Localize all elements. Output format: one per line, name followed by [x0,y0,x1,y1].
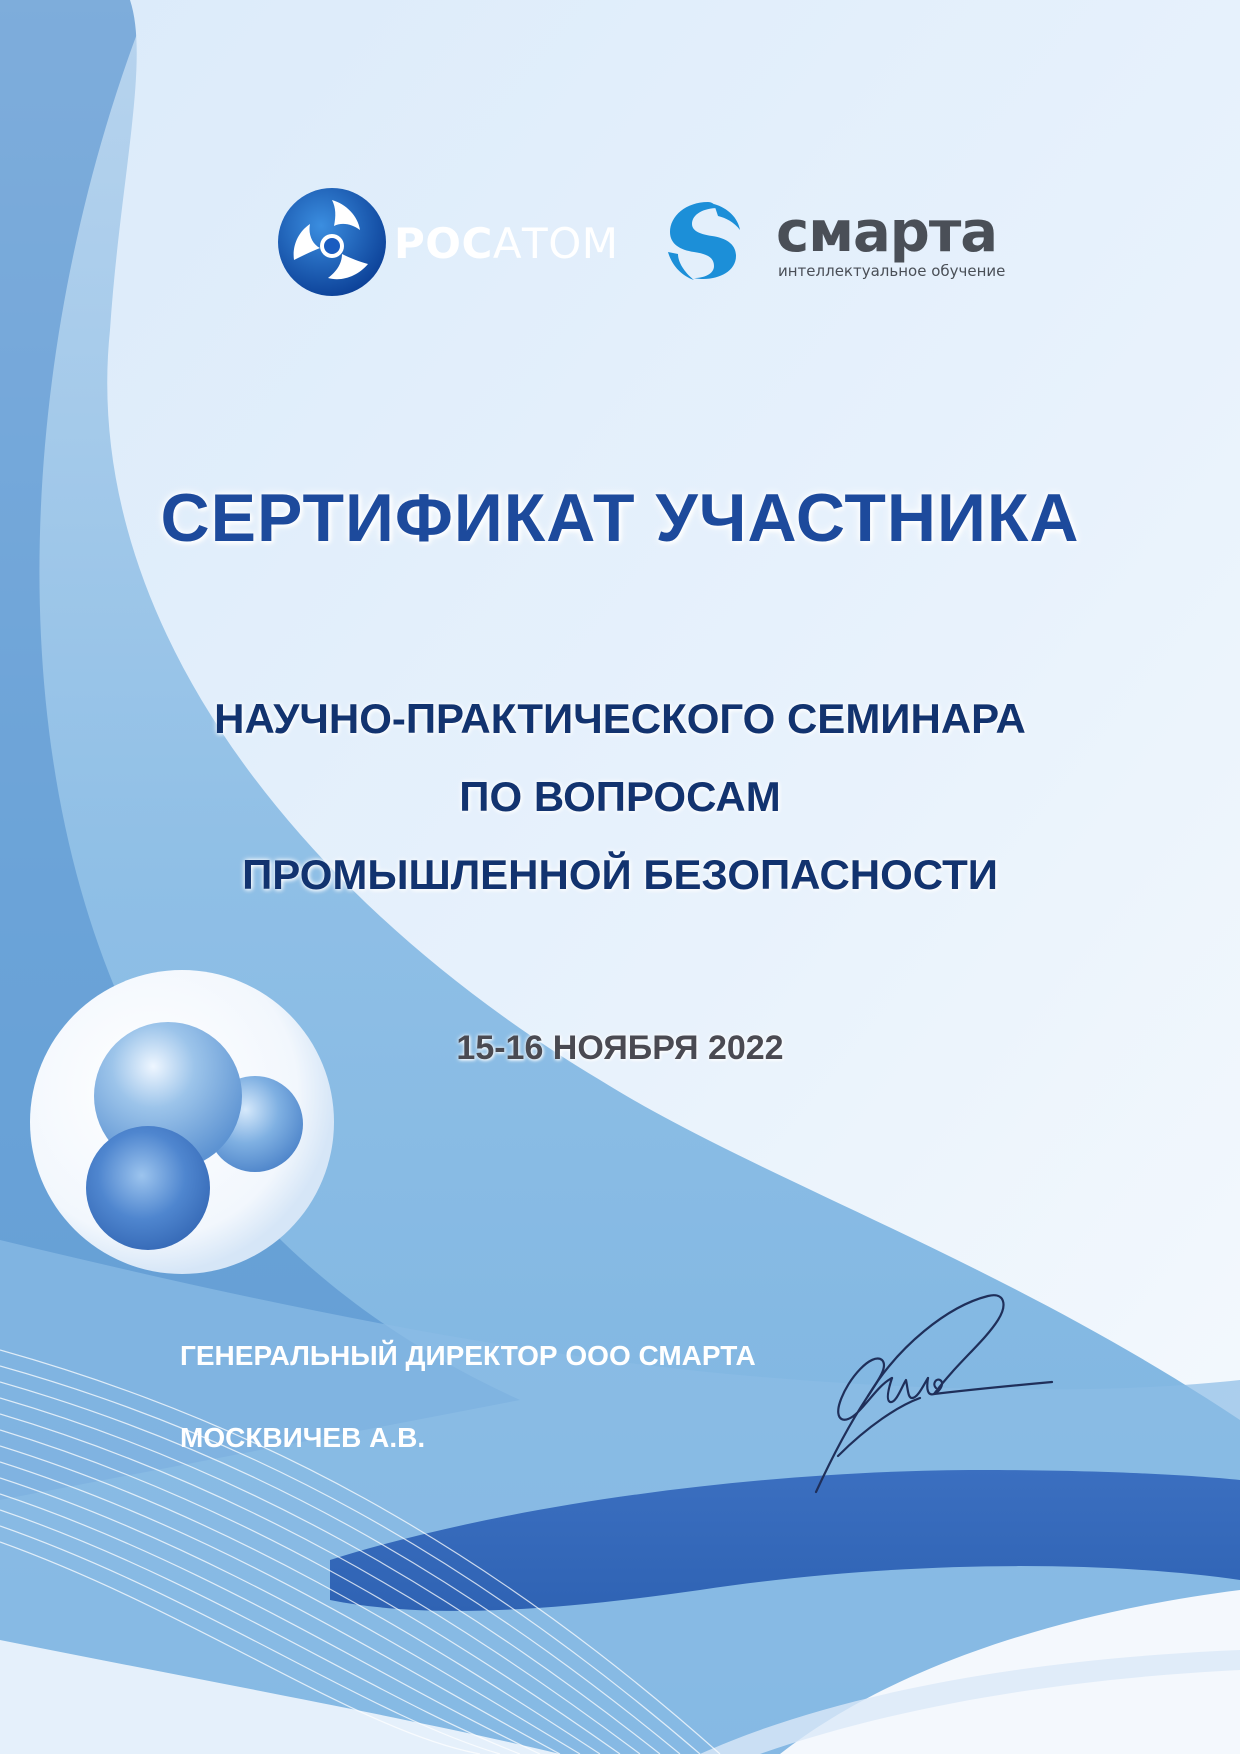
event-line: ПРОМЫШЛЕННОЙ БЕЗОПАСНОСТИ [242,851,998,898]
smarta-wordmark: смарта [776,200,998,265]
rosatom-word-strong: РОС [394,219,493,268]
event-line: НАУЧНО-ПРАКТИЧЕСКОГО СЕМИНАРА [214,695,1026,742]
molecule-icon [30,970,334,1274]
event-date: 15-16 НОЯБРЯ 2022 [456,1029,784,1067]
rosatom-emblem-icon [276,186,388,298]
signatory-position: ГЕНЕРАЛЬНЫЙ ДИРЕКТОР ООО СМАРТА [180,1340,756,1371]
rosatom-logo [272,184,619,300]
smarta-emblem-icon [664,200,742,282]
rosatom-wordmark [394,220,619,268]
smarta-tagline: интеллектуальное обучение [778,262,1006,280]
signatory-name: МОСКВИЧЕВ А.В. [180,1422,426,1453]
signature-icon [808,1286,1058,1506]
smarta-logo [660,196,1006,292]
certificate-title: СЕРТИФИКАТ УЧАСТНИКА [160,480,1080,556]
event-description [0,680,1240,914]
rosatom-word-light: АТОМ [492,219,619,268]
event-line: ПО ВОПРОСАМ [459,773,781,820]
